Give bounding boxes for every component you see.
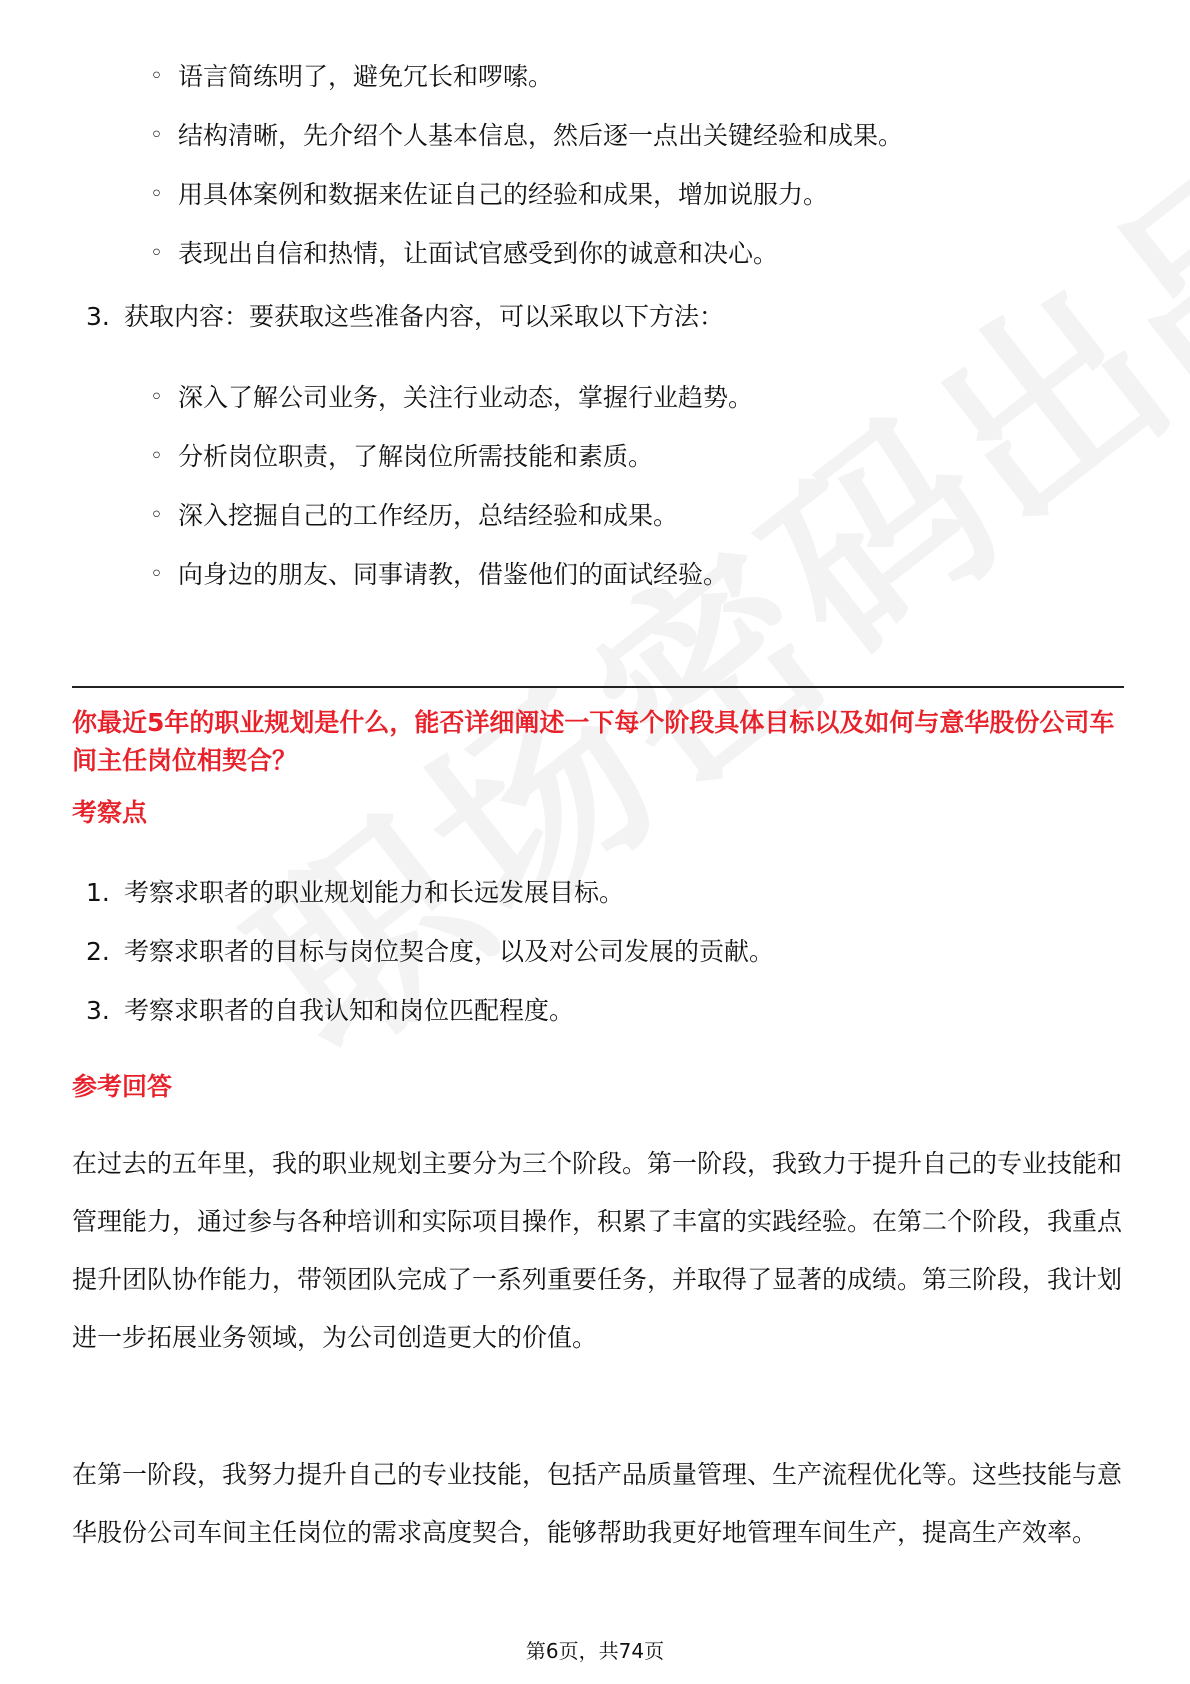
list-item: ◦ 用具体案例和数据来佐证自己的经验和成果，增加说服力。 bbox=[150, 180, 903, 210]
section-divider bbox=[72, 686, 1124, 688]
item-number: 1. bbox=[86, 878, 110, 907]
item-number: 2. bbox=[86, 937, 110, 966]
answer-title: 参考回答 bbox=[72, 1072, 173, 1101]
list-item: ◦ 结构清晰，先介绍个人基本信息，然后逐一点出关键经验和成果。 bbox=[150, 121, 903, 151]
list-item bbox=[86, 937, 774, 967]
list-item bbox=[86, 996, 774, 1026]
bullet-list-methods bbox=[150, 383, 753, 619]
assessment-list bbox=[86, 878, 774, 1055]
numbered-list-item-3 bbox=[86, 302, 724, 361]
item-text: 考察求职者的职业规划能力和长远发展目标。 bbox=[124, 878, 625, 907]
list-item: ◦ 向身边的朋友、同事请教，借鉴他们的面试经验。 bbox=[150, 560, 753, 590]
list-item bbox=[86, 302, 724, 332]
answer-paragraph: 在过去的五年里，我的职业规划主要分为三个阶段。第一阶段，我致力于提升自己的专业技能和管理能力，通过参与各种培训和实际项目操作，积累了丰富的实践经验。在第二个阶段，我重点提升团队协作能力，带领团队完成了一系列重要任务，并取得了显著的成绩。第三阶段，我计划进一步拓展业务领域，为公司创造更大的价值。 bbox=[72, 1149, 1123, 1352]
list-item bbox=[86, 878, 774, 908]
list-item: ◦ 分析岗位职责，了解岗位所需技能和素质。 bbox=[150, 442, 753, 472]
assessment-title: 考察点 bbox=[72, 798, 148, 827]
answer-paragraph: 在第一阶段，我努力提升自己的专业技能，包括产品质量管理、生产流程优化等。这些技能与意华股份公司车间主任岗位的需求高度契合，能够帮助我更好地管理车间生产，提高生产效率。 bbox=[72, 1460, 1123, 1547]
bullet-list-expression bbox=[150, 62, 903, 298]
list-item: ◦ 深入了解公司业务，关注行业动态，掌握行业趋势。 bbox=[150, 383, 753, 413]
item-number: 3. bbox=[86, 302, 110, 331]
page-number: 第6页，共74页 bbox=[525, 1639, 665, 1663]
list-item: ◦ 表现出自信和热情，让面试官感受到你的诚意和决心。 bbox=[150, 239, 903, 269]
item-number: 3. bbox=[86, 996, 110, 1025]
item-text: 获取内容：要获取这些准备内容，可以采取以下方法： bbox=[124, 302, 725, 331]
item-text: 考察求职者的自我认知和岗位匹配程度。 bbox=[124, 996, 575, 1025]
question-heading: 你最近5年的职业规划是什么，能否详细阐述一下每个阶段具体目标以及如何与意华股份公司车间主任岗位相契合？ bbox=[72, 708, 1115, 775]
item-text: 考察求职者的目标与岗位契合度，以及对公司发展的贡献。 bbox=[124, 937, 775, 966]
list-item: ◦ 深入挖掘自己的工作经历，总结经验和成果。 bbox=[150, 501, 753, 531]
list-item: ◦ 语言简练明了，避免冗长和啰嗦。 bbox=[150, 62, 903, 92]
